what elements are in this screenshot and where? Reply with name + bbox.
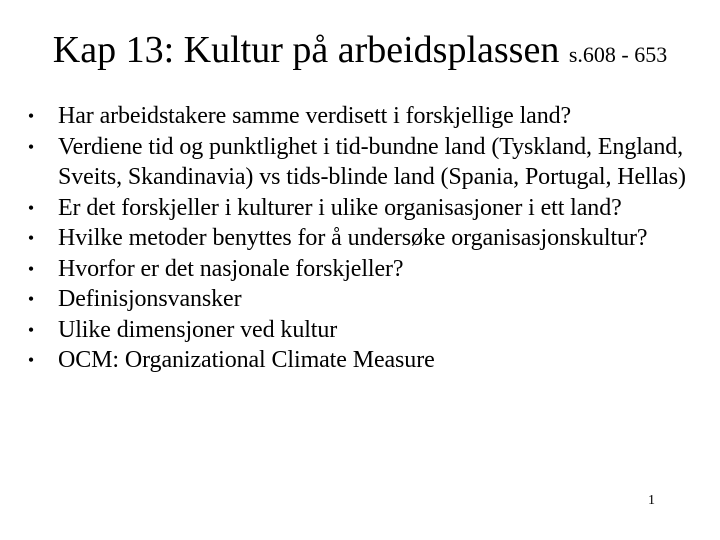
bullet-item [24,132,714,193]
bullet-item [24,345,714,376]
slide-title-main: Kap 13: Kultur på arbeidsplassen [52,29,569,71]
bullet-text: Hvilke metoder benyttes for å undersøke organisasjonskultur? [58,225,648,251]
bullet-text: Er det forskjeller i kulturer i ulike organisasjoner i ett land? [58,194,622,221]
bullet-icon: • [27,197,35,218]
bullet-item [24,284,714,315]
slide-title [0,26,720,82]
bullet-text: Har arbeidstakere samme verdisett i forskjellige land? [58,103,572,129]
bullet-text: Hvorfor er det nasjonale forskjeller? [58,255,404,282]
bullet-icon: • [27,228,35,248]
bullet-icon: • [27,350,35,370]
bullet-item [24,193,714,224]
bullet-text: Verdiene tid og punktlighet i tid-bundne land (Tyskland, England, Sveits, Skandinavia) vs tids-blinde land (Spania, Portugal, Hellas) [58,133,686,190]
bullet-icon: • [27,258,35,279]
bullet-text: OCM: Organizational Climate Measure [58,347,435,373]
bullet-item [24,315,714,346]
slide-title-page-range: s.608 - 653 [568,42,668,67]
bullet-text: Ulike dimensjoner ved kultur [58,316,338,343]
bullet-text: Definisjonsvansker [58,286,242,312]
bullet-icon: • [27,106,35,126]
bullet-list [24,101,714,376]
bullet-icon: • [27,319,35,340]
page-number: 1 [648,493,655,508]
bullet-item [24,223,714,254]
bullet-icon: • [27,289,35,309]
bullet-item [24,254,714,285]
bullet-item [24,101,714,132]
bullet-icon: • [27,136,35,157]
